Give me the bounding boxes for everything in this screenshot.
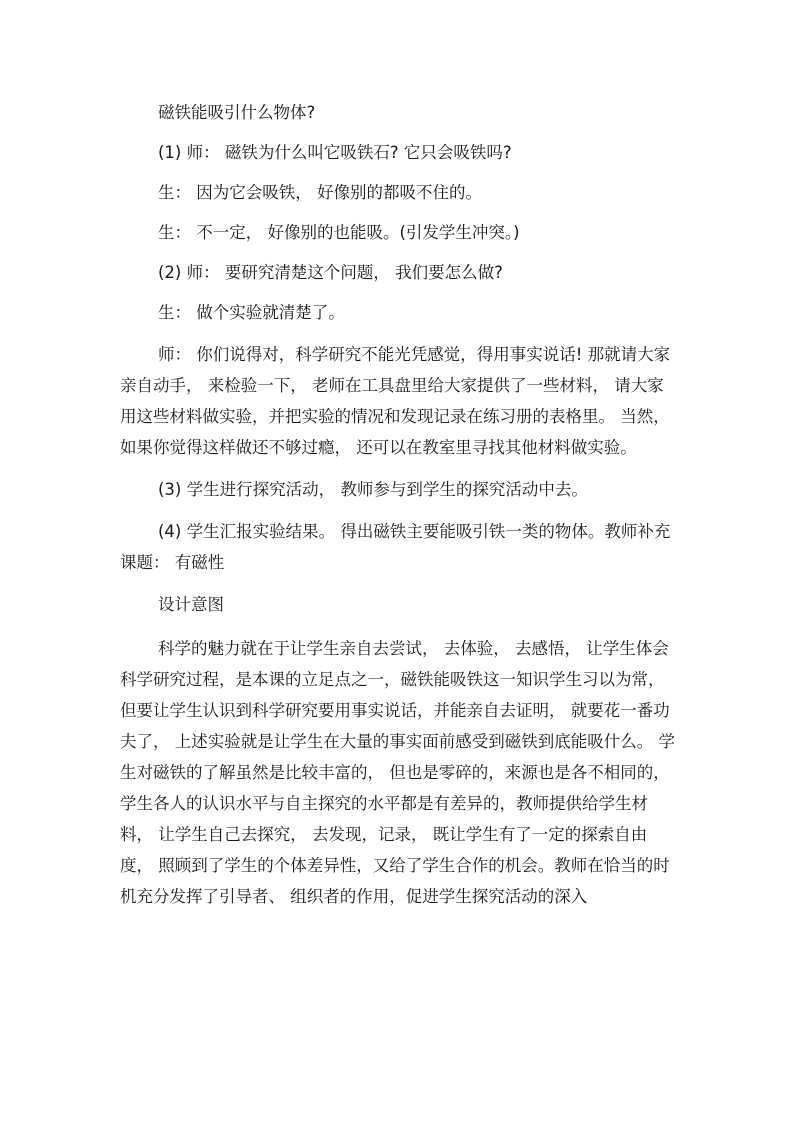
design-intent-paragraph: 科学的魅力就在于让学生亲自去尝试， 去体验， 去感悟， 让学生体会科学研究过程，是本课的立足点之一，磁铁能吸铁这一知识学生习以为常， 但要让学生认识到科学研究要用事实说话，并能亲自去证明， 就要花一番功夫了， 上述实验就是让学生在大量的事实面前感受到磁铁到底能吸什么。 学生对磁铁的了解虽然是比较丰富的， 但也是零碎的，来源也是各不相同的，学生各人的认识水平与自主探究的水平都是有差异的，教师提供给学生材料， 让学生自己去探究， 去发现，记录， 既让学生有了一定的探索自由度， 照顾到了学生的个体差异性，又给了学生合作的机会。教师在恰当的时机充分发挥了引导者、 组织者的作用，促进学生探究活动的深入 (120, 639, 675, 906)
dialogue-line-1: (1) 师： 磁铁为什么叫它吸铁石? 它只会吸铁吗? (158, 143, 512, 162)
dialogue-line-5: 生： 做个实验就清楚了。 (158, 303, 345, 322)
step-4-paragraph: (4) 学生汇报实验结果。 得出磁铁主要能吸引铁一类的物体。教师补充课题： 有磁性 (120, 522, 671, 572)
design-intent-heading: 设计意图 (158, 595, 224, 614)
document-page (120, 97, 680, 912)
step-3-line: (3) 学生进行探究活动， 教师参与到学生的探究活动中去。 (158, 480, 588, 499)
dialogue-line-3: 生： 不一定， 好像别的也能吸。(引发学生冲突。) (158, 223, 520, 242)
dialogue-line-2: 生： 因为它会吸铁， 好像别的都吸不住的。 (158, 183, 482, 202)
teacher-paragraph: 师： 你们说得对，科学研究不能光凭感觉，得用事实说话! 那就请大家亲自动手， 来检验一下， 老师在工具盘里给大家提供了一些材料， 请大家用这些材料做实验，并把实验的情况和发现记录在练习册的表格里。 当然， 如果你觉得这样做还不够过瘾， 还可以在教室里寻找其他材料做实验。 (120, 345, 675, 457)
question-heading: 磁铁能吸引什么物体? (158, 103, 316, 122)
dialogue-line-4: (2) 师： 要研究清楚这个问题， 我们要怎么做? (158, 263, 503, 282)
